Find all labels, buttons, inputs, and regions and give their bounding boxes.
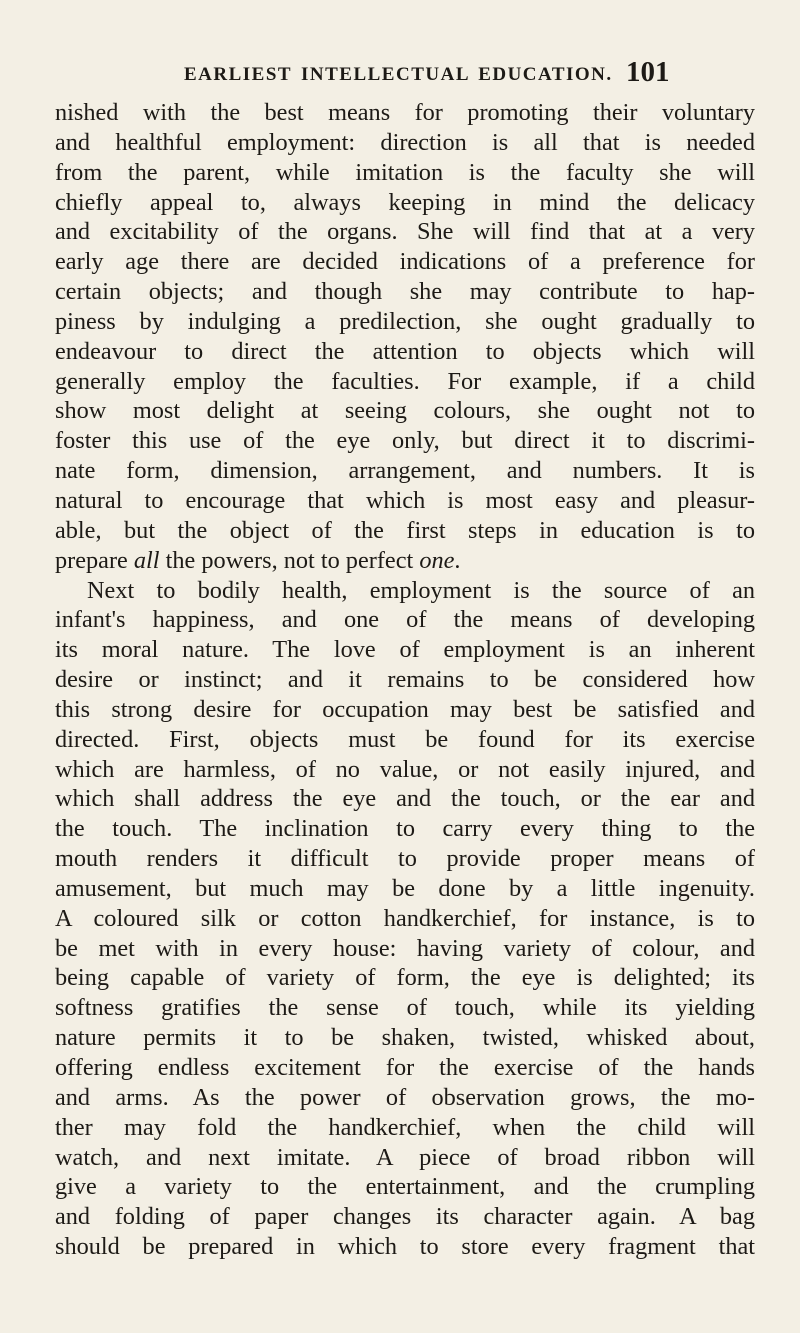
text-line: infant's happiness, and one of the means of developing <box>55 606 755 634</box>
text-line: A coloured silk or cotton handkerchief, for instance, is to <box>55 904 755 932</box>
text-line: and healthful employment: direction is all that is needed <box>55 128 755 156</box>
text-line: show most delight at seeing colours, she ought not to <box>55 397 755 425</box>
running-title: EARLIEST INTELLECTUAL EDUCATION. <box>184 64 613 85</box>
text-line: its moral nature. The love of employment is an inherent <box>55 636 755 664</box>
running-head <box>0 56 800 96</box>
text-line: chiefly appeal to, always keeping in mind the delicacy <box>55 188 755 216</box>
emphasis-text: one <box>419 546 455 574</box>
paragraph-start-line: Next to bodily health, employment is the source of an <box>87 576 755 604</box>
text-line: being capable of variety of form, the eye is delighted; its <box>55 964 755 992</box>
text-line: desire or instinct; and it remains to be considered how <box>55 666 755 694</box>
text-line: certain objects; and though she may contribute to hap- <box>55 278 755 306</box>
text-line: directed. First, objects must be found for its exercise <box>55 725 755 753</box>
text-line: foster this use of the eye only, but direct it to discrimi- <box>55 427 755 455</box>
text-line: nate form, dimension, arrangement, and numbers. It is <box>55 457 755 485</box>
text-line: give a variety to the entertainment, and the crumpling <box>55 1173 755 1201</box>
text-run: . <box>454 546 461 574</box>
text-line: offering endless excitement for the exercise of the hands <box>55 1054 755 1081</box>
text-line: early age there are decided indications of a preference for <box>55 248 755 276</box>
text-line: be met with in every house: having variety of colour, and <box>55 934 755 962</box>
text-line: natural to encourage that which is most easy and pleasur- <box>55 486 755 514</box>
text-line: softness gratifies the sense of touch, while its yielding <box>55 994 755 1022</box>
page-number: 101 <box>626 56 670 88</box>
text-line: the touch. The inclination to carry every thing to the <box>55 815 755 843</box>
text-line: which shall address the eye and the touch, or the ear and <box>55 785 755 813</box>
text-line: nished with the best means for promoting their voluntary <box>55 99 755 126</box>
text-line: ther may fold the handkerchief, when the child will <box>55 1113 755 1141</box>
text-line: piness by indulging a predilection, she ought gradually to <box>55 307 755 335</box>
text-run: prepare <box>55 546 134 574</box>
text-line: this strong desire for occupation may best be satisfied and <box>55 695 755 723</box>
text-line: endeavour to direct the attention to objects which will <box>55 337 755 365</box>
emphasis-text: all <box>133 546 160 574</box>
text-run: the powers, not to perfect <box>159 546 420 574</box>
text-line: from the parent, while imitation is the faculty she will <box>55 158 755 186</box>
paragraph-end-line <box>55 546 755 576</box>
text-line: and folding of paper changes its character again. A bag <box>55 1203 755 1231</box>
body-text <box>55 98 755 1262</box>
text-line: nature permits it to be shaken, twisted, whisked about, <box>55 1024 755 1052</box>
text-line: and arms. As the power of observation grows, the mo- <box>55 1083 755 1111</box>
text-line: which are harmless, of no value, or not easily injured, and <box>55 755 755 783</box>
text-line: able, but the object of the first steps in education is to <box>55 516 755 544</box>
text-line: generally employ the faculties. For example, if a child <box>55 367 755 395</box>
text-line: amusement, but much may be done by a little ingenuity. <box>55 874 755 902</box>
text-line: and excitability of the organs. She will find that at a very <box>55 218 755 246</box>
text-line: should be prepared in which to store every fragment that <box>55 1233 755 1261</box>
text-line: watch, and next imitate. A piece of broad ribbon will <box>55 1143 755 1171</box>
text-line: mouth renders it difficult to provide proper means of <box>55 845 755 873</box>
